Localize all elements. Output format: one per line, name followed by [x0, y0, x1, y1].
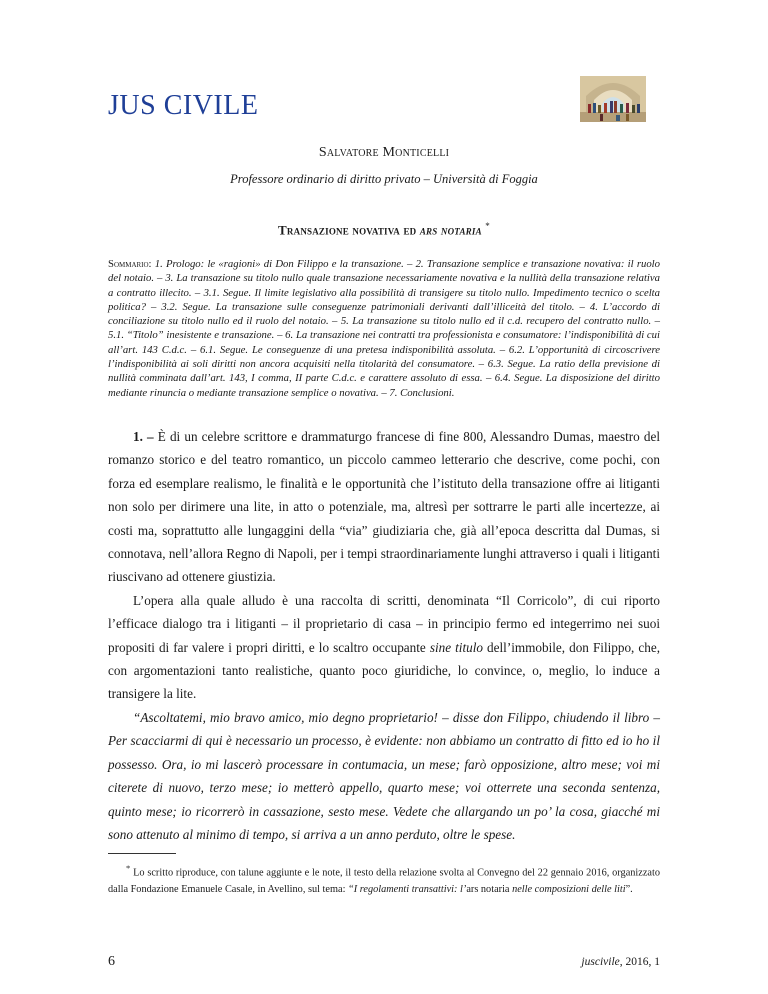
- footnote-text-b: ”.: [625, 883, 633, 895]
- paragraph-2-text-b: dell’immobile, don Filippo, che, con argomentazioni tanto realistiche, quanto poco giuridiche, lo convince, o, meglio, lo induce a transigere la lite.: [108, 639, 661, 702]
- footnote-marker: *: [126, 863, 131, 873]
- paper-title-italic: ars notaria: [419, 222, 482, 238]
- footnote-emphasis-2: nelle composizioni delle liti: [509, 883, 626, 895]
- school-of-athens-fresco-icon: [580, 76, 646, 122]
- author-name: Salvatore Monticelli: [318, 145, 450, 160]
- journal-title: JUS CIVILE: [108, 90, 259, 121]
- footer-issue: , 2016, 1: [619, 956, 660, 968]
- footnote-plain: ars notaria: [466, 883, 510, 895]
- running-footer: [581, 956, 660, 968]
- paragraph-1-text: È di un celebre scrittore e drammaturgo francese di fine 800, Alessandro Dumas, maestro del romanzo storico e del teatro romantico, un piccolo cammeo letterario che descrive, come pochi, con forza ed esemplare realismo, le finalità e le opportunità che l’istituto della transazione offre ai litiganti non solo per dirimere una lite, in atto o potenziale, ma, altresì per sottrarre le parti alle incertezze, ai costi ma, soprattutto alle lungaggini della “via” giudiziaria che, già all’epoca descritta dal Dumas, si connotava, nell’allora Regno di Napoli, per i tempi straordinariamente lunghi attraverso i quali i litiganti riuscivano ad ottenere giustizia.: [108, 429, 660, 585]
- summary-text: 1. Prologo: le «ragioni» di Don Filippo e la transazione. – 2. Transazione semplice e transazione novativa: il ruolo del notaio. – 3. La transazione su titolo nullo quale transazione necessariamente novativa e la nullità della transazione relativa a contratto illecito. – 3.1. Segue. Il limite legislativo alla possibilità di transigere su titolo nullo. Impedimento tecnico o scelta politica? – 3.2. Segue. La transazione sulle conseguenze patrimoniali derivanti dall’illiceità del titolo. – 4. L’accordo di conciliazione su titolo nullo ed il ruolo del notaio. – 5. La transazione su titolo nullo ed il c.d. recupero del contratto nullo. – 5.1. “Titolo” inesistente e transazione. – 6. La transazione nei contratti tra professionista e consumatore: l’indisponibilità di cui all’art. 143 C.d.c. – 6.1. Segue. Le conseguenze di una pretesa indisponibilità assoluta. – 6.2. L’opportunità di circoscrivere l’indisponibilità ai soli diritti non ancora acquisiti nella titolarità del consumatore. – 6.3. Segue. La ratio della previsione di nullità comminata dall’art. 143, I comma, II parte C.d.c. e carattere assoluto di essa. – 6.4. Segue. La disposizione del diritto mediante rinuncia o mediante transazione semplice o novativa. – 7. Conclusioni.: [108, 258, 660, 399]
- paragraph-2-text-a: L’opera alla quale alludo è una raccolta di scritti, denominata “Il Corricolo”, di cui riporto l’efficace dialogo tra i litiganti – il proprietario di casa – in principio fermo ed integerrimo nei suoi propositi di far valere i propri diritti, e lo scaltro occupante: [108, 592, 660, 655]
- page-number: 6: [108, 954, 115, 969]
- paper-title-main: Transazione novativa ed: [278, 222, 420, 238]
- paragraph-2-emphasis: sine titulo: [429, 639, 483, 655]
- author-affiliation: Professore ordinario di diritto privato – Università di Foggia: [230, 172, 538, 186]
- footer-journal-name: juscivile: [581, 956, 620, 968]
- paper-title: [0, 221, 768, 238]
- summary: [108, 257, 660, 400]
- footnote-emphasis-1: “I regolamenti transattivi: l’: [348, 883, 467, 895]
- title-footnote-marker: *: [485, 221, 490, 231]
- section-number: 1. –: [133, 429, 154, 444]
- quote-paragraph: “Ascoltatemi, mio bravo amico, mio degno proprietario! – disse don Filippo, chiudendo il libro – Per scacciarmi di qui è necessario un processo, è evidente: non abbiamo un contratto di fitto ed io ho il possesso. Ora, io mi lascerò processare in contumacia, un mese; farò opposizione, altro mese; voi mi citerete di nuovo, terzo mese; io metterò appello, quarto mese; voi otterrete una seconda sentenza, quinto mese; io ricorrerò in cassazione, sesto mese. Vedete che allargando un po’ la cosa, giacché mi sono attenuto al minimo di tempo, si arriva a un anno perduto, oltre le spese.: [108, 709, 660, 842]
- footnote-divider: [108, 853, 176, 854]
- paragraph-1: [108, 425, 660, 589]
- footnote-text-a: Lo scritto riproduce, con talune aggiunte e le note, il testo della relazione svolta al Convegno del 22 gennaio 2016, organizzato dalla Fondazione Emanuele Casale, in Avellino, sul tema:: [108, 867, 660, 895]
- body-text: [108, 425, 660, 846]
- summary-lead: Sommario:: [108, 258, 152, 270]
- paragraph-2: [108, 589, 660, 706]
- footnote: [108, 860, 660, 898]
